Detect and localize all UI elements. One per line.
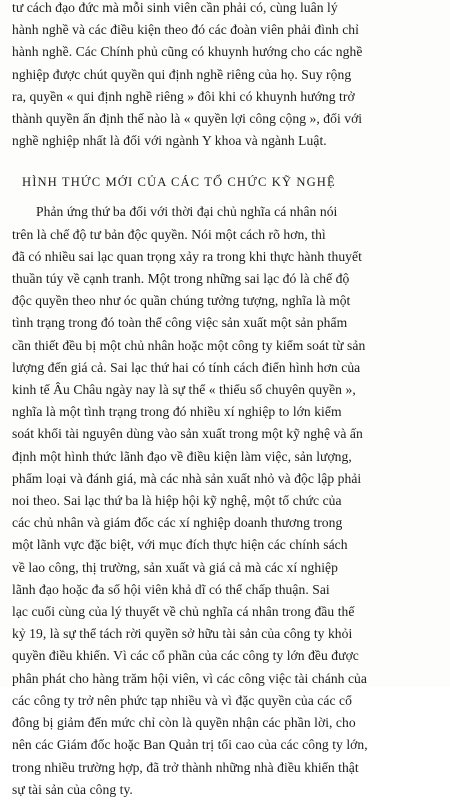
text-line: tình trạng trong đó toàn thể công việc sản xuất một sản phẩm (12, 315, 348, 331)
text-line: định một hình thức lãnh đạo về điều kiện làm việc, sản lượng, (12, 448, 352, 464)
text-line: lạc cuối cùng của lý thuyết về chủ nghĩa cá nhân trong đầu thế (12, 604, 355, 620)
text-line: noi theo. Sai lạc thứ ba là hiệp hội kỹ nghệ, một tổ chức của (12, 493, 342, 509)
text-line: quyền điều khiển. Vì các cổ phần của các công ty lớn đều được (12, 648, 359, 664)
text-line: đã có nhiều sai lạc quan trọng xảy ra trong khi thực hành thuyết (12, 248, 362, 264)
text-line: các chủ nhân và giám đốc các xí nghiệp doanh thương trong (12, 515, 343, 531)
text-line: độc quyền theo như óc quần chúng tưởng tượng, nghĩa là một (12, 293, 351, 309)
section-heading: HÌNH THỨC MỚI CỦA CÁC TỔ CHỨC KỸ NGHỆ (22, 175, 336, 190)
text-line: thành quyền ấn định thế nào là « quyền lợi công cộng », đối với (12, 111, 363, 127)
text-line: kinh tế Âu Châu ngày nay là sự thể « thiểu số chuyên quyền », (12, 382, 356, 398)
text-line: thuần túy về cạnh tranh. Một trong những sai lạc đó là chế độ (12, 271, 350, 287)
text-line: lãnh đạo hoặc đa số hội viên khả dĩ có thể chấp thuận. Sai (12, 581, 330, 597)
text-line: các công ty trở nên phức tạp nhiều và vì đặc quyền của các cổ (12, 692, 352, 708)
text-line: sự tài sản của công ty. (12, 781, 133, 797)
text-line: tư cách đạo đức mà mỗi sinh viên cần phải có, cùng luân lý (12, 0, 338, 15)
text-line: kỷ 19, là sự thể tách rời quyền sở hữu tài sản của công ty khỏi (12, 626, 353, 642)
text-line: nghề nghiệp nhất là đối với ngành Y khoa và ngành Luật. (12, 133, 327, 149)
text-line: soát khối tài nguyên dùng vào sản xuất trong một kỹ nghệ và ấn (12, 426, 363, 442)
text-line: đông bị giảm đến mức chỉ còn là quyền nhận các phần lời, cho (12, 715, 356, 731)
paragraph-continued (12, 0, 436, 152)
text-line: hành nghề và các điều kiện theo đó các đoàn viên phải đình chỉ (12, 22, 359, 38)
text-line: nghĩa là một tình trạng trong đó nhiều xí nghiệp to lớn kiểm (12, 404, 342, 420)
text-line: ra, quyền « qui định nghề riêng » đôi khi có khuynh hướng trở (12, 88, 355, 104)
text-line: trong nhiều trường hợp, đã trở thành những nhà điều khiển thật (12, 759, 359, 775)
text-line: cần thiết đều bị một chủ nhân hoặc một công ty kiểm soát từ sản (12, 337, 366, 353)
paragraph-body (12, 201, 436, 800)
text-line: về lao công, thị trường, sản xuất và giá cả mà các xí nghiệp (12, 559, 338, 575)
text-line: lượng đến giá cả. Sai lạc thứ hai có tính cách điển hình hơn của (12, 359, 361, 375)
text-line: trên là chế độ tư bản độc quyền. Nói một cách rõ hơn, thì (12, 226, 326, 242)
text-line: nên các Giám đốc hoặc Ban Quản trị tối cao của các công ty lớn, (12, 737, 368, 753)
text-line: một lãnh vực đặc biệt, với mục đích thực hiện các chính sách (12, 537, 348, 553)
text-line: phẩm loại và đánh giá, mà các nhà sản xuất nhỏ và độc lập phải (12, 470, 362, 486)
text-line: hành nghề. Các Chính phủ cũng có khuynh hướng cho các nghề (12, 44, 363, 60)
text-line: nghiệp được chút quyền qui định nghề riêng của họ. Suy rộng (12, 66, 352, 82)
text-line: phân phát cho hàng trăm hội viên, vì các công việc tài chánh của (12, 670, 367, 686)
text-line: Phản ứng thứ ba đối với thời đại chủ nghĩa cá nhân nói (36, 204, 338, 220)
